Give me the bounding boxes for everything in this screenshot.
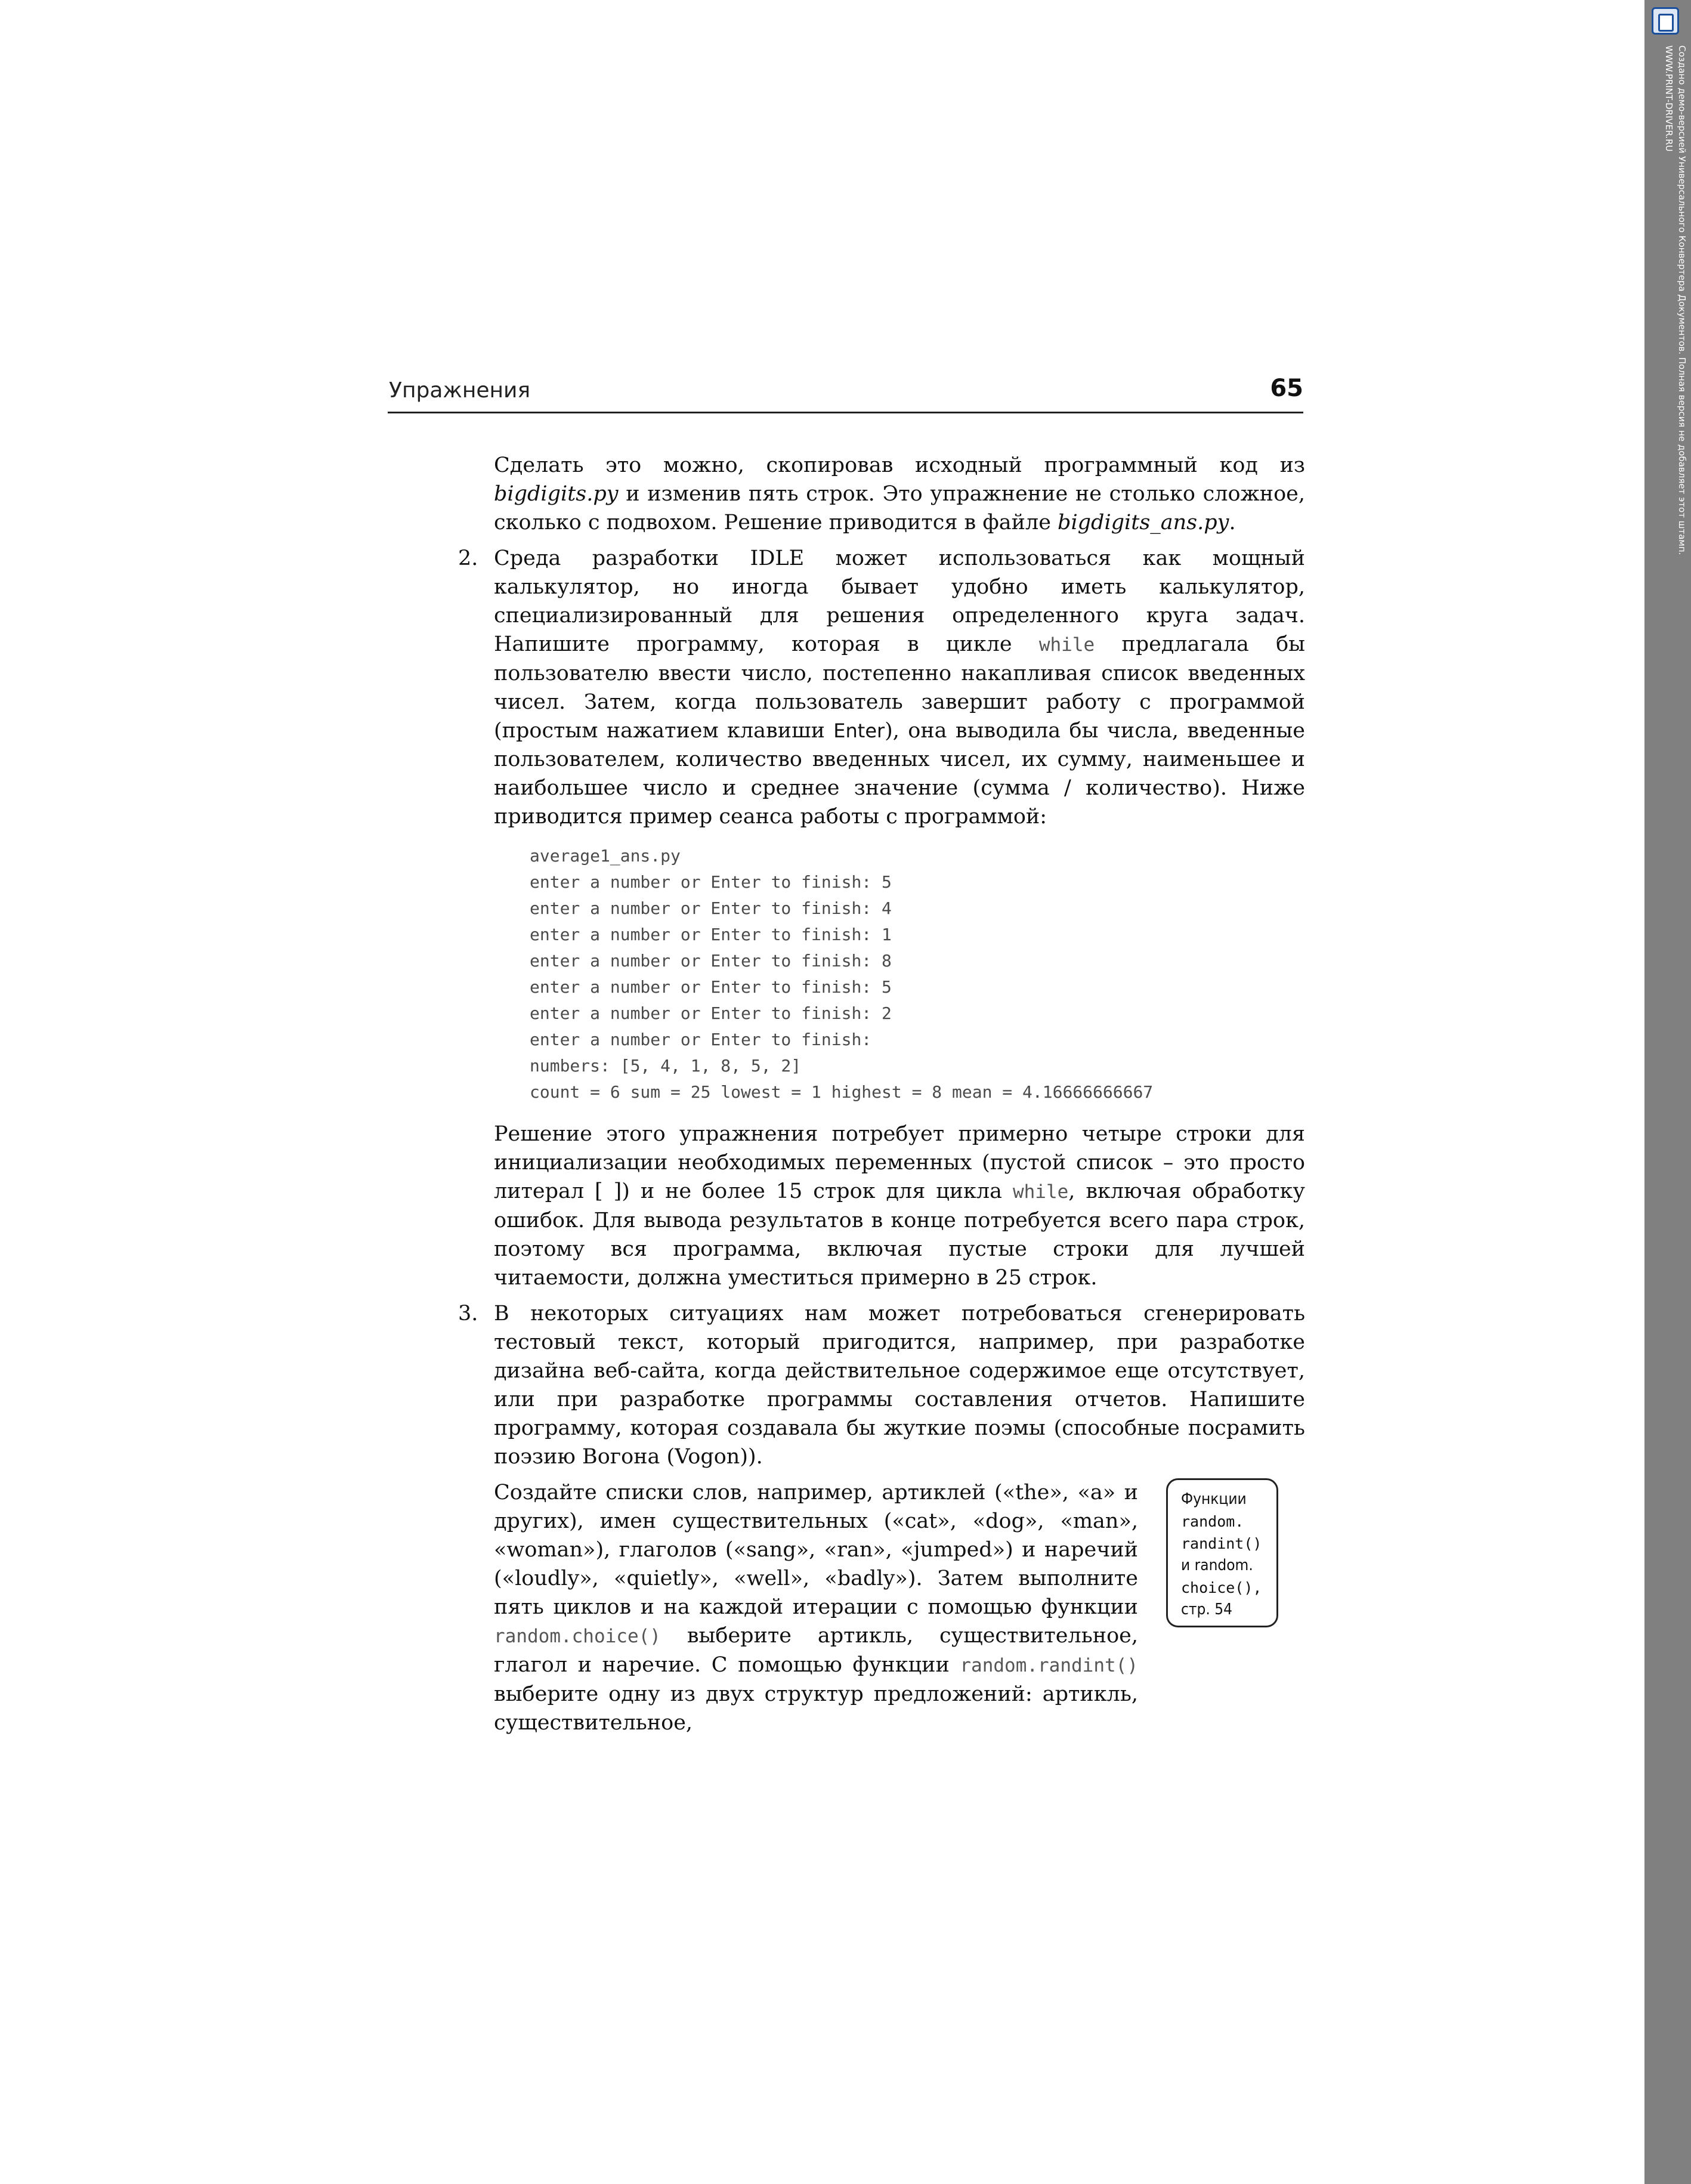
code-line: numbers: [5, 4, 1, 8, 5, 2]	[530, 1056, 802, 1076]
code-line: enter a number or Enter to finish: 1	[530, 925, 892, 944]
intro-text: и изменив пять строк. Это упражнение не столько сложное, сколько с подвохом. Решение приводится в файле	[494, 482, 1305, 535]
exercise-number: 2.	[458, 546, 478, 570]
exercise-text: выберите артикль, существительное, глагол и наречие. С помощью функции	[494, 1624, 1138, 1677]
code-line: enter a number or Enter to finish:	[530, 1030, 872, 1049]
exercise-2	[458, 544, 1305, 1292]
exercise-3	[458, 1299, 1305, 1737]
exercise-text: Среда разработки IDLE может использоваться как мощный калькулятор, но иногда бывает удобно иметь калькулятор, специализированный для решения определенного круга задач. Напишите программу, которая в цикле	[494, 546, 1305, 656]
page-content	[458, 451, 1305, 1744]
code-line: count = 6 sum = 25 lowest = 1 highest = 8 mean = 4.16666666667	[530, 1082, 1154, 1102]
exercise-text: Решение этого упражнения потребует примерно четыре строки для инициализации необходимых переменных (пустой список – это просто литерал [ ]) и не более 15 строк для цикла	[494, 1122, 1305, 1203]
inline-code-random-choice: random.choice()	[494, 1626, 661, 1647]
watermark-url: WWW.PRINT-DRIVER.RU	[1664, 45, 1674, 152]
margin-note	[1166, 1478, 1278, 1627]
exercise-3-details	[494, 1478, 1305, 1737]
inline-code-random-randint: random.randint()	[960, 1655, 1138, 1676]
code-line: enter a number or Enter to finish: 5	[530, 977, 892, 997]
code-line: enter a number or Enter to finish: 8	[530, 951, 892, 971]
margin-note-line: randint()	[1181, 1535, 1262, 1552]
margin-note-line: и random.	[1181, 1556, 1253, 1574]
margin-note-line: choice(),	[1181, 1579, 1262, 1596]
inline-code-while: while	[1012, 1181, 1069, 1203]
intro-paragraph	[494, 451, 1305, 537]
exercise-text: ), она выводила бы числа, введенные пользователем, количество введенных чисел, их сумму, наименьшее и наибольшее число и среднее значение (сумма / количество). Ниже приводится пример сеанса работы с программой:	[494, 719, 1305, 829]
code-line: enter a number or Enter to finish: 2	[530, 1003, 892, 1023]
watermark-text	[1662, 45, 1689, 642]
watermark-strip	[1644, 0, 1691, 2184]
exercise-text: выберите одну из двух структур предложений: артикль, существительное,	[494, 1682, 1138, 1735]
page-header	[388, 375, 1303, 413]
converter-logo-icon	[1652, 7, 1679, 35]
exercise-2-text	[494, 544, 1305, 831]
margin-note-line: random.	[1181, 1513, 1244, 1530]
exercise-text: , включая обработку ошибок. Для вывода результатов в конце потребуется всего пара строк, поэтому вся программа, включая пустые строки для лучшей читаемости, должна уместиться примерно в 25 строк.	[494, 1179, 1305, 1290]
margin-note-line: стр. 54	[1181, 1601, 1232, 1618]
exercise-3-text: В некоторых ситуациях нам может потребоваться сгенерировать тестовый текст, который пригодится, например, при разработке дизайна веб-сайта, когда действительное содержимое еще отсутствует, или при разработке программы составления отчетов. Напишите программу, которая создавала бы жуткие поэмы (способные посрамить поэзию Вогона (Vogon)).	[494, 1302, 1305, 1469]
page-number: 65	[1270, 375, 1303, 402]
exercise-2-solution-note	[494, 1120, 1305, 1292]
intro-text: .	[1229, 511, 1236, 535]
exercise-text: Создайте списки слов, например, артиклей («the», «a» и других), имен существительных («cat», «dog», «man», «woman»), глаголов («sang», «ran», «jumped») и наречий («loudly», «quietly», «well», «badly»). Затем выполните пять циклов и на каждой итерации с помощью функции	[494, 1481, 1138, 1619]
inline-code-while: while	[1038, 634, 1095, 656]
code-line: average1_ans.py	[530, 846, 681, 866]
exercise-3-paragraph	[494, 1478, 1138, 1737]
header-title: Упражнения	[389, 378, 531, 403]
code-listing	[530, 843, 1305, 1105]
filename-bigdigits-ans: bigdigits_ans.py	[1058, 511, 1229, 535]
filename-bigdigits: bigdigits.py	[494, 482, 619, 506]
watermark-line: Создано демо-версией Универсального Конвертера Документов. Полная версия не добавляет этот штамп.	[1677, 45, 1687, 555]
key-enter: Enter	[833, 719, 885, 742]
margin-note-line: Функции	[1181, 1490, 1247, 1508]
exercise-text: предлагала бы пользователю ввести число, постепенно накапливая список введенных чисел. Затем, когда пользователь завершит работу с программой (простым нажатием клавиши	[494, 632, 1305, 743]
intro-text: Сделать это можно, скопировав исходный программный код из	[494, 453, 1305, 477]
code-line: enter a number or Enter to finish: 4	[530, 898, 892, 918]
exercise-number: 3.	[458, 1302, 478, 1326]
code-line: enter a number or Enter to finish: 5	[530, 872, 892, 892]
